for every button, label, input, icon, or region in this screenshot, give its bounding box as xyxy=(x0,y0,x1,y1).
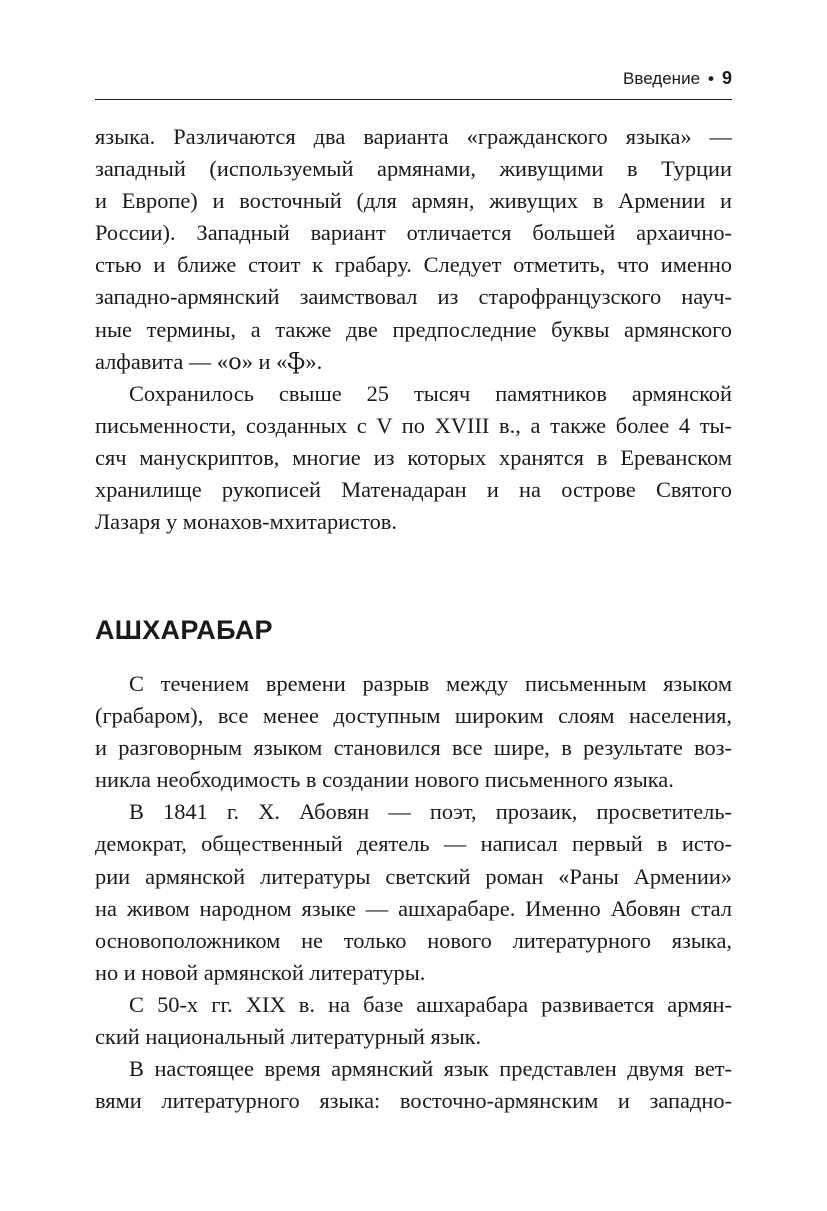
paragraph-line: и Европе) и восточный (для армян, живущих в Армении и xyxy=(95,188,732,214)
paragraph-line: Сохранилось свыше 25 тысяч памятников армянской xyxy=(129,380,732,406)
paragraph-line: и разговорным языком становился все шире, в результате воз- xyxy=(95,735,732,761)
paragraph-line: алфавита — «օ» и «ֆ». xyxy=(95,348,323,374)
paragraph-line: ский национальный литературный язык. xyxy=(95,1024,482,1050)
paragraph-line: С 50-х гг. XIX в. на базе ашхарабара развивается армян- xyxy=(129,991,732,1017)
paragraph-line: на живом народном языке — ашхарабаре. Именно Абовян стал xyxy=(95,895,732,921)
header-divider xyxy=(95,99,732,100)
body-text-continued xyxy=(95,121,732,538)
paragraph-line: В настоящее время армянский язык представлен двумя вет- xyxy=(129,1056,732,1082)
paragraph-line: западно-армянский заимствовал из старофранцузского науч- xyxy=(95,284,732,310)
paragraph-line: С течением времени разрыв между письменным языком xyxy=(129,671,732,696)
paragraph-line: демократ, общественный деятель — написал первый в исто- xyxy=(95,831,732,857)
paragraph-line: западный (используемый армянами, живущими в Турции xyxy=(95,156,732,182)
paragraph-line: ные термины, а также две предпоследние буквы армянского xyxy=(95,316,732,342)
page-number: 9 xyxy=(721,68,732,88)
running-header xyxy=(95,64,732,92)
paragraph-line: стью и ближе стоит к грабару. Следует отметить, что именно xyxy=(95,252,732,278)
paragraph-line: России). Западный вариант отличается большей архаично- xyxy=(95,220,732,246)
paragraph-line: основоположником не только нового литературного языка, xyxy=(95,927,732,953)
header-bullet-separator: • xyxy=(708,69,714,88)
header-section-title: Введение xyxy=(623,69,701,88)
paragraph-line: письменности, созданных с V по XVIII в., а также более 4 ты- xyxy=(95,412,732,438)
paragraph-line: Лазаря у монахов-мхитаристов. xyxy=(95,509,397,535)
paragraph-line: рии армянской литературы светский роман «Раны Армении» xyxy=(95,863,732,889)
section-heading: АШХАРАБАР xyxy=(95,615,273,645)
paragraph-line: никла необходимость в создании нового письменного языка. xyxy=(95,767,674,793)
paragraph-line: (грабаром), все менее доступным широким слоям населения, xyxy=(95,703,732,729)
paragraph-line: но и новой армянской литературы. xyxy=(95,959,426,985)
paragraph-line: языка. Различаются два варианта «гражданского языка» — xyxy=(95,124,732,149)
paragraph-line: хранилище рукописей Матенадаран и на острове Святого xyxy=(95,477,732,503)
paragraph-line: сяч манускриптов, многие из которых хранятся в Ереванском xyxy=(95,444,732,470)
body-text-section xyxy=(95,668,732,1117)
paragraph-line: вями литературного языка: восточно-армянским и западно- xyxy=(95,1088,732,1114)
paragraph-line: В 1841 г. Х. Абовян — поэт, прозаик, просветитель- xyxy=(129,799,732,825)
